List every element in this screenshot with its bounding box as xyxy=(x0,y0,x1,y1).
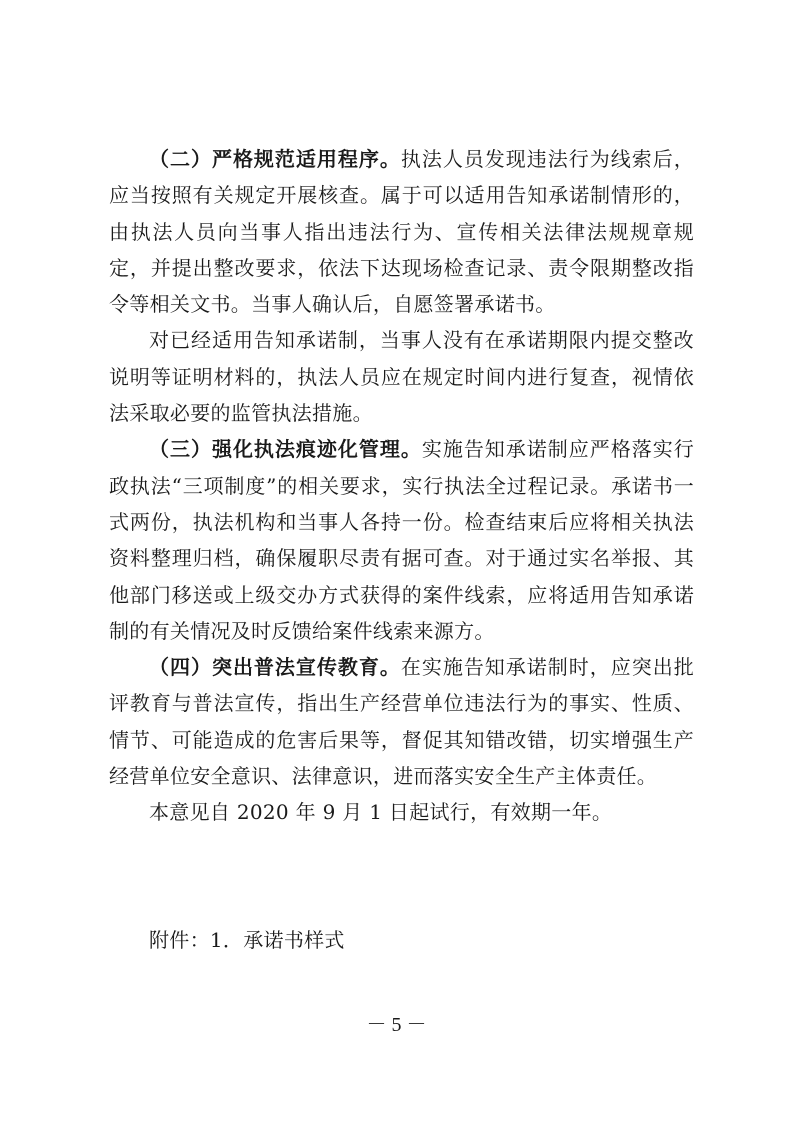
section-4-heading: （四）突出普法宣传教育。 xyxy=(149,655,401,680)
section-4-paragraph-1 xyxy=(109,649,694,794)
section-2-heading: （二）严格规范适用程序。 xyxy=(149,147,401,171)
document-body xyxy=(109,141,694,831)
page-number: － 5 － xyxy=(366,1014,427,1036)
section-4-text-1: 在实施告知承诺制时，应突出批评教育与普法宣传，指出生产经营单位违法行为的事实、性质、情节、可能造成的危害后果等，督促其知错改错，切实增强生产经营单位安全意识、法律意识，进而落实安全生产主体责任。 xyxy=(109,655,694,789)
section-3-paragraph-1 xyxy=(109,431,694,649)
section-3-text-1: 实施告知承诺制应严格落实行政执法“三项制度”的相关要求，实行执法全过程记录。承诺书一式两份，执法机构和当事人各持一份。检查结束后应将相关执法资料整理归档，确保履职尽责有据可查。对于通过实名举报、其他部门移送或上级交办方式获得的案件线索，应将适用告知承诺制的有关情况及时反馈给案件线索来源方。 xyxy=(109,437,694,643)
section-2-paragraph-1 xyxy=(109,141,694,322)
attachment-line: 附件：1．承诺书样式 xyxy=(149,928,345,952)
section-3-heading: （三）强化执法痕迹化管理。 xyxy=(149,437,422,462)
section-2-paragraph-2: 对已经适用告知承诺制，当事人没有在承诺期限内提交整改说明等证明材料的，执法人员应在规定时间内进行复查，视情依法采取必要的监管执法措施。 xyxy=(109,328,694,426)
section-2-text-1: 执法人员发现违法行为线索后，应当按照有关规定开展核查。属于可以适用告知承诺制情形的，由执法人员向当事人指出违法行为、宣传相关法律法规规章规定，并提出整改要求，依法下达现场检查记录、责令限期整改指令等相关文书。当事人确认后，自愿签署承诺书。 xyxy=(109,147,694,317)
closing-paragraph: 本意见自 2020 年 9 月 1 日起试行，有效期一年。 xyxy=(149,800,613,825)
